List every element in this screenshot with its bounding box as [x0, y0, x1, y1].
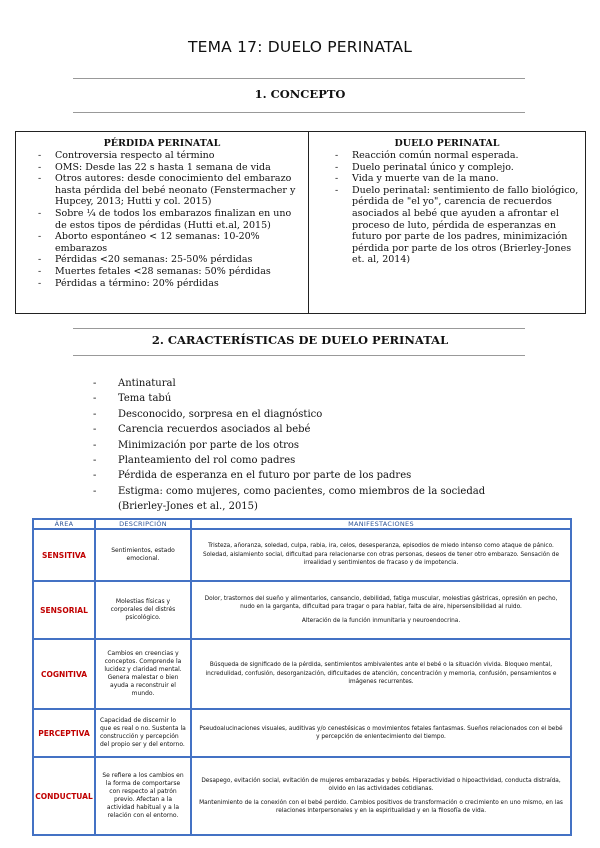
duelo-perinatal-column	[309, 132, 585, 313]
manifestacion-text: Pseudoalucinaciones visuales, auditivas y/o cenestésicas o movimientos fetales fantasmas. Sueños relacionados con el bebé y percepción de enlentecimiento del tiempo.	[199, 725, 563, 740]
perdida-perinatal-list	[38, 150, 302, 289]
descripcion-cell: Se refiere a los cambios en la forma de comportarse con respecto al patrón previo. Afectan a la actividad habitual y a la relación con el entorno.	[95, 757, 191, 835]
header-descripcion: DESCRIPCIÓN	[95, 519, 191, 529]
manifestaciones-cell	[191, 529, 571, 581]
duelo-perinatal-title: DUELO PERINATAL	[394, 138, 500, 149]
area-cell: SENSORIAL	[33, 581, 95, 639]
manifestaciones-cell	[191, 639, 571, 709]
descripcion-cell: Sentimientos, estado emocional.	[95, 529, 191, 581]
list-item: - OMS: Desde las 22 s hasta 1 semana de vida	[38, 162, 302, 174]
manifestaciones-table	[32, 518, 572, 836]
manifestacion-text: Tristeza, añoranza, soledad, culpa, rabia, ira, celos, desesperanza, episodios de miedo intenso como ataque de pánico. Soledad, aislamiento social, dificultad para relacionarse con otras personas, deseos de tener otro embarazo. Sensación de irrealidad y sentimientos de fracaso y de impotencia.	[202, 543, 560, 567]
duelo-perinatal-list	[335, 150, 579, 266]
list-item: - Tema tabú	[93, 391, 533, 406]
table-row	[33, 529, 571, 581]
list-item: - Pérdidas <20 semanas: 25-50% pérdidas	[38, 254, 302, 266]
list-item: - Duelo perinatal único y complejo.	[335, 162, 579, 174]
divider-concepto	[73, 112, 525, 113]
area-cell: PERCEPTIVA	[33, 709, 95, 757]
list-item: - Planteamiento del rol como padres	[93, 453, 533, 468]
table-row	[33, 639, 571, 709]
area-cell: CONDUCTUAL	[33, 757, 95, 835]
header-area: ÁREA	[33, 519, 95, 529]
list-item: - Duelo perinatal: sentimiento de fallo biológico, pérdida de "el yo", carencia de recuerdos asociados al bebé que ayuden a afrontar el proceso de luto, pérdida de esperanzas en futuro por parte de los padres, minimización pérdida por parte de los otros (Brierley-Jones et. al, 2014)	[335, 185, 579, 266]
area-cell: COGNITIVA	[33, 639, 95, 709]
table-row	[33, 581, 571, 639]
list-item: - Estigma: como mujeres, como pacientes, como miembros de la sociedad (Brierley-Jones et al., 2015)	[93, 484, 533, 515]
concepto-table	[15, 131, 586, 314]
list-item: - Pérdidas a término: 20% pérdidas	[38, 278, 302, 290]
divider-caracteristicas-bottom	[73, 355, 525, 356]
descripcion-cell: Cambios en creencias y conceptos. Comprende la lucidez y claridad mental. Genera malestar o bien ayuda a reconstruir el mundo.	[95, 639, 191, 709]
perdida-perinatal-title: PÉRDIDA PERINATAL	[103, 138, 221, 149]
header-manifestaciones: MANIFESTACIONES	[191, 519, 571, 529]
manifestacion-text: Mantenimiento de la conexión con el bebé perdido. Cambios positivos de transformación o crecimiento en uno mismo, en las relaciones interpersonales y en la espiritualidad y en la filosofía de vida.	[199, 799, 563, 814]
descripcion-cell: Molestias físicas y corporales del distrés psicológico.	[95, 581, 191, 639]
list-item: - Otros autores: desde conocimiento del embarazo hasta pérdida del bebé neonato (Fenstermacher y Hupcey, 2013; Hutti y col. 2015)	[38, 173, 302, 208]
table-row	[33, 757, 571, 835]
table-header-row	[33, 519, 571, 529]
list-item: - Pérdida de esperanza en el futuro por parte de los padres	[93, 468, 533, 483]
table-row	[33, 709, 571, 757]
perdida-perinatal-column	[16, 132, 309, 313]
list-item: - Antinatural	[93, 376, 533, 391]
descripcion-cell: Capacidad de discernir lo que es real o no. Sustenta la construcción y percepción del propio ser y del entorno.	[95, 709, 191, 757]
list-item: - Minimización por parte de los otros	[93, 438, 533, 453]
manifestaciones-cell	[191, 757, 571, 835]
list-item: - Reacción común normal esperada.	[335, 150, 579, 162]
caracteristicas-list	[93, 376, 533, 515]
divider-top	[73, 78, 525, 79]
manifestacion-text: Dolor, trastornos del sueño y alimentarios, cansancio, debilidad, fatiga muscular, molestias gástricas, opresión en pecho, nudo en la garganta, dificultad para tragar o para hablar, falta de aire, hipersensibilidad al ruido.	[204, 595, 558, 611]
manifestaciones-cell	[191, 581, 571, 639]
list-item: - Vida y muerte van de la mano.	[335, 173, 579, 185]
section-heading-caracteristicas: 2. CARACTERÍSTICAS DE DUELO PERINATAL	[151, 333, 449, 347]
divider-caracteristicas-top	[73, 328, 525, 329]
area-cell: SENSITIVA	[33, 529, 95, 581]
list-item: - Aborto espontáneo < 12 semanas: 10-20% embarazos	[38, 231, 302, 254]
list-item: - Controversia respecto al término	[38, 150, 302, 162]
list-item: - Desconocido, sorpresa en el diagnóstico	[93, 407, 533, 422]
manifestacion-text: Búsqueda de significado de la pérdida, sentimientos ambivalentes ante el bebé o la situación vivida. Bloqueo mental, incredulidad, confusión, desorganización, dificultades de atención, concentración y memoria, confusión, pensamientos e imágenes recurrentes.	[205, 662, 557, 686]
list-item: - Carencia recuerdos asociados al bebé	[93, 422, 533, 437]
section-heading-concepto: 1. CONCEPTO	[254, 87, 346, 101]
list-item: - Sobre ¼ de todos los embarazos finalizan en uno de estos tipos de pérdidas (Hutti et.al, 2015)	[38, 208, 302, 231]
page-title: TEMA 17: DUELO PERINATAL	[187, 38, 413, 56]
manifestacion-text: Alteración de la función inmunitaria y neuroendocrina.	[301, 617, 461, 624]
manifestacion-text: Desapego, evitación social, evitación de mujeres embarazadas y bebés. Hiperactividad o hipoactividad, conducta distraída, olvido en las actividades cotidianas.	[201, 777, 561, 793]
list-item: - Muertes fetales <28 semanas: 50% pérdidas	[38, 266, 302, 278]
manifestaciones-cell	[191, 709, 571, 757]
